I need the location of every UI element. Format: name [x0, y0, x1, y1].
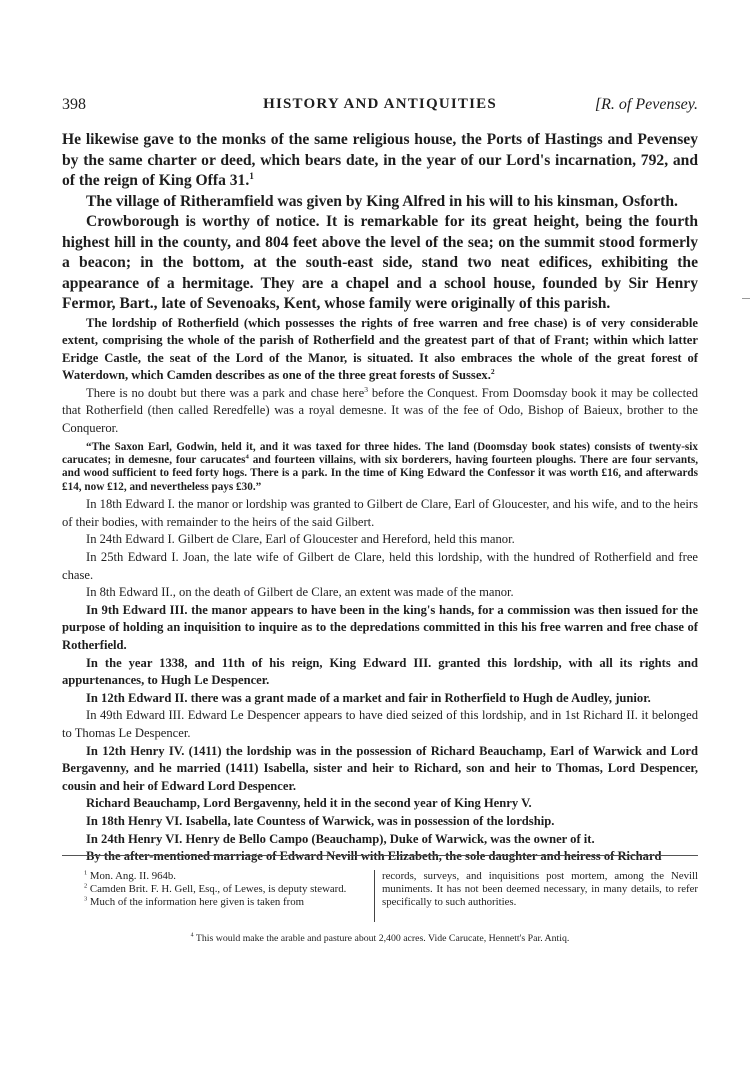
footnote-rule: [62, 855, 698, 856]
footnote-3-continued: records, surveys, and inquisitions post mortem, among the Nevill muniments. It has not been deemed necessary, in many details, to refer specifically to such authorities.: [382, 870, 698, 909]
footnote-ref-4: 4: [245, 453, 249, 461]
footnote-column-divider: [374, 870, 375, 922]
footnotes-left-column: [62, 870, 366, 910]
doomsday-quotation: “The Saxon Earl, Godwin, held it, and it was taxed for three hides. The land (Doomsday book states) consists of twenty-six carucates; in demesne, four carucates$^4$ and fourteen villains, with six borderers, having fourteen ploughs. There are four servants, and wood sufficient to feed forty hogs. There is a park. In the time of King Edward the Confessor it was worth £16, and afterwards £14, now £12, and nevertheless pays £30.”: [62, 440, 698, 493]
paragraph-24-henry-vi: In 24th Henry VI. Henry de Bello Campo (Beauchamp), Duke of Warwick, was the owner of it.: [86, 831, 595, 846]
page-number: 398: [62, 96, 86, 113]
paragraph-49-edward-iii: In 49th Edward III. Edward Le Despencer appears to have died seized of this lordship, and in 1st Richard II. it belonged to Thomas Le Despencer.: [62, 708, 698, 740]
footnotes-right-column: [382, 870, 698, 910]
main-text: [62, 130, 698, 866]
paragraph-12-henry-iv: In 12th Henry IV. (1411) the lordship was in the possession of Richard Beauchamp, Earl of Warwick and Lord Bergavenny, and he married (1411) Isabella, sister and heir to Richard, son and heir to Thomas, Lord Despencer, cousin and heir of Edward Lord Despencer.: [62, 743, 698, 793]
paragraph-nevill-marriage: By the after-mentioned marriage of Edward Nevill with Elizabeth, the sole daughter and heiress of Richard: [86, 849, 662, 864]
footnote-2: $^2$ Camden Brit. F. H. Gell, Esq., of Lewes, is deputy steward.: [84, 882, 347, 896]
paragraph-18-edward-i: In 18th Edward I. the manor or lordship was granted to Gilbert de Clare, Earl of Gloucester, and his wife, and to the heirs of their bodies, with remainder to the heirs of the said Gilbert.: [62, 497, 698, 529]
paragraph-park-and-chase: There is no doubt but there was a park and chase here$^3$ before the Conquest. From Doomsday book it may be collected that Rotherfield (then called Reredfelle) was a royal demesne. It was of the fee of Odo, Bishop of Baieux, brother to the Conqueror.: [62, 384, 698, 436]
paragraph-8-edward-ii: In 8th Edward II., on the death of Gilbert de Clare, an extent was made of the manor.: [86, 585, 514, 600]
running-title: HISTORY AND ANTIQUITIES: [263, 96, 497, 112]
paragraph-year-1338: In the year 1338, and 11th of his reign, King Edward III. granted this lordship, with all its rights and appurtenances, to Hugh Le Despencer.: [62, 655, 698, 688]
footnote-ref-1: 1: [249, 171, 254, 182]
paragraph-richard-beauchamp: Richard Beauchamp, Lord Bergavenny, held it in the second year of King Henry V.: [86, 796, 532, 811]
margin-tick: [742, 298, 750, 299]
paragraph-lordship-rotherfield: The lordship of Rotherfield (which possesses the rights of free warren and free chase) is of very considerable extent, comprising the whole of the parish of Rotherfield and the greatest part of that of Frant; within which latter Eridge Castle, the seat of the Lord of the Manor, is situated. It also embraces the whole of the great forest of Waterdown, which Camden describes as one of the three great forests of Sussex.$^2$: [62, 315, 698, 383]
footnote-3: $^3$ Much of the information here given is taken from: [84, 895, 305, 909]
paragraph-12-edward-ii: In 12th Edward II. there was a grant made of a market and fair in Rotherfield to Hugh de Audley, junior.: [86, 690, 651, 705]
paragraph-ports-gift: He likewise gave to the monks of the same religious house, the Ports of Hastings and Pevensey by the same charter or deed, which bears date, in the year of our Lord's incarnation, 792, and of the reign of King Offa 31.$^1$: [62, 131, 698, 189]
footnote-1: $^1$ Mon. Ang. II. 964b.: [84, 869, 177, 882]
running-header: [62, 96, 698, 120]
paragraph-crowborough: Crowborough is worthy of notice. It is remarkable for its great height, being the fourth highest hill in the county, and 804 feet above the level of the sea; on the summit stood formerly a beacon; in the bottom, at the south-east side, stand two neat edifices, exhibiting the appearance of a hermitage. They are a chapel and a school house, founded by Sir Henry Fermor, Bart., late of Sevenoaks, Kent, whose family were originally of this parish.: [62, 213, 698, 312]
section-heading: [R. of Pevensey.: [594, 96, 698, 113]
paragraph-18-henry-vi: In 18th Henry VI. Isabella, late Countess of Warwick, was in possession of the lordship.: [86, 813, 555, 828]
footnote-4: $^4$ This would make the arable and pasture about 2,400 acres. Vide Carucate, Hennett's Par. Antiq.: [190, 932, 570, 944]
footnote-ref-3: 3: [364, 384, 368, 394]
footnote-ref-2: 2: [490, 367, 495, 377]
paragraph-24-edward-i: In 24th Edward I. Gilbert de Clare, Earl of Gloucester and Hereford, held this manor.: [86, 532, 515, 547]
paragraph-ritheramfield: The village of Ritheramfield was given by King Alfred in his will to his kinsman, Osforth.: [86, 192, 678, 210]
paragraph-9-edward-iii: In 9th Edward III. the manor appears to have been in the king's hands, for a commission was then issued for the purpose of holding an inquisition to inquire as to the depredations committed in this his free warren and free chase of Rotherfield.: [62, 602, 698, 653]
paragraph-25-edward-i: In 25th Edward I. Joan, the late wife of Gilbert de Clare, held this lordship, with the hundred of Rotherfield and free chase.: [62, 550, 698, 582]
